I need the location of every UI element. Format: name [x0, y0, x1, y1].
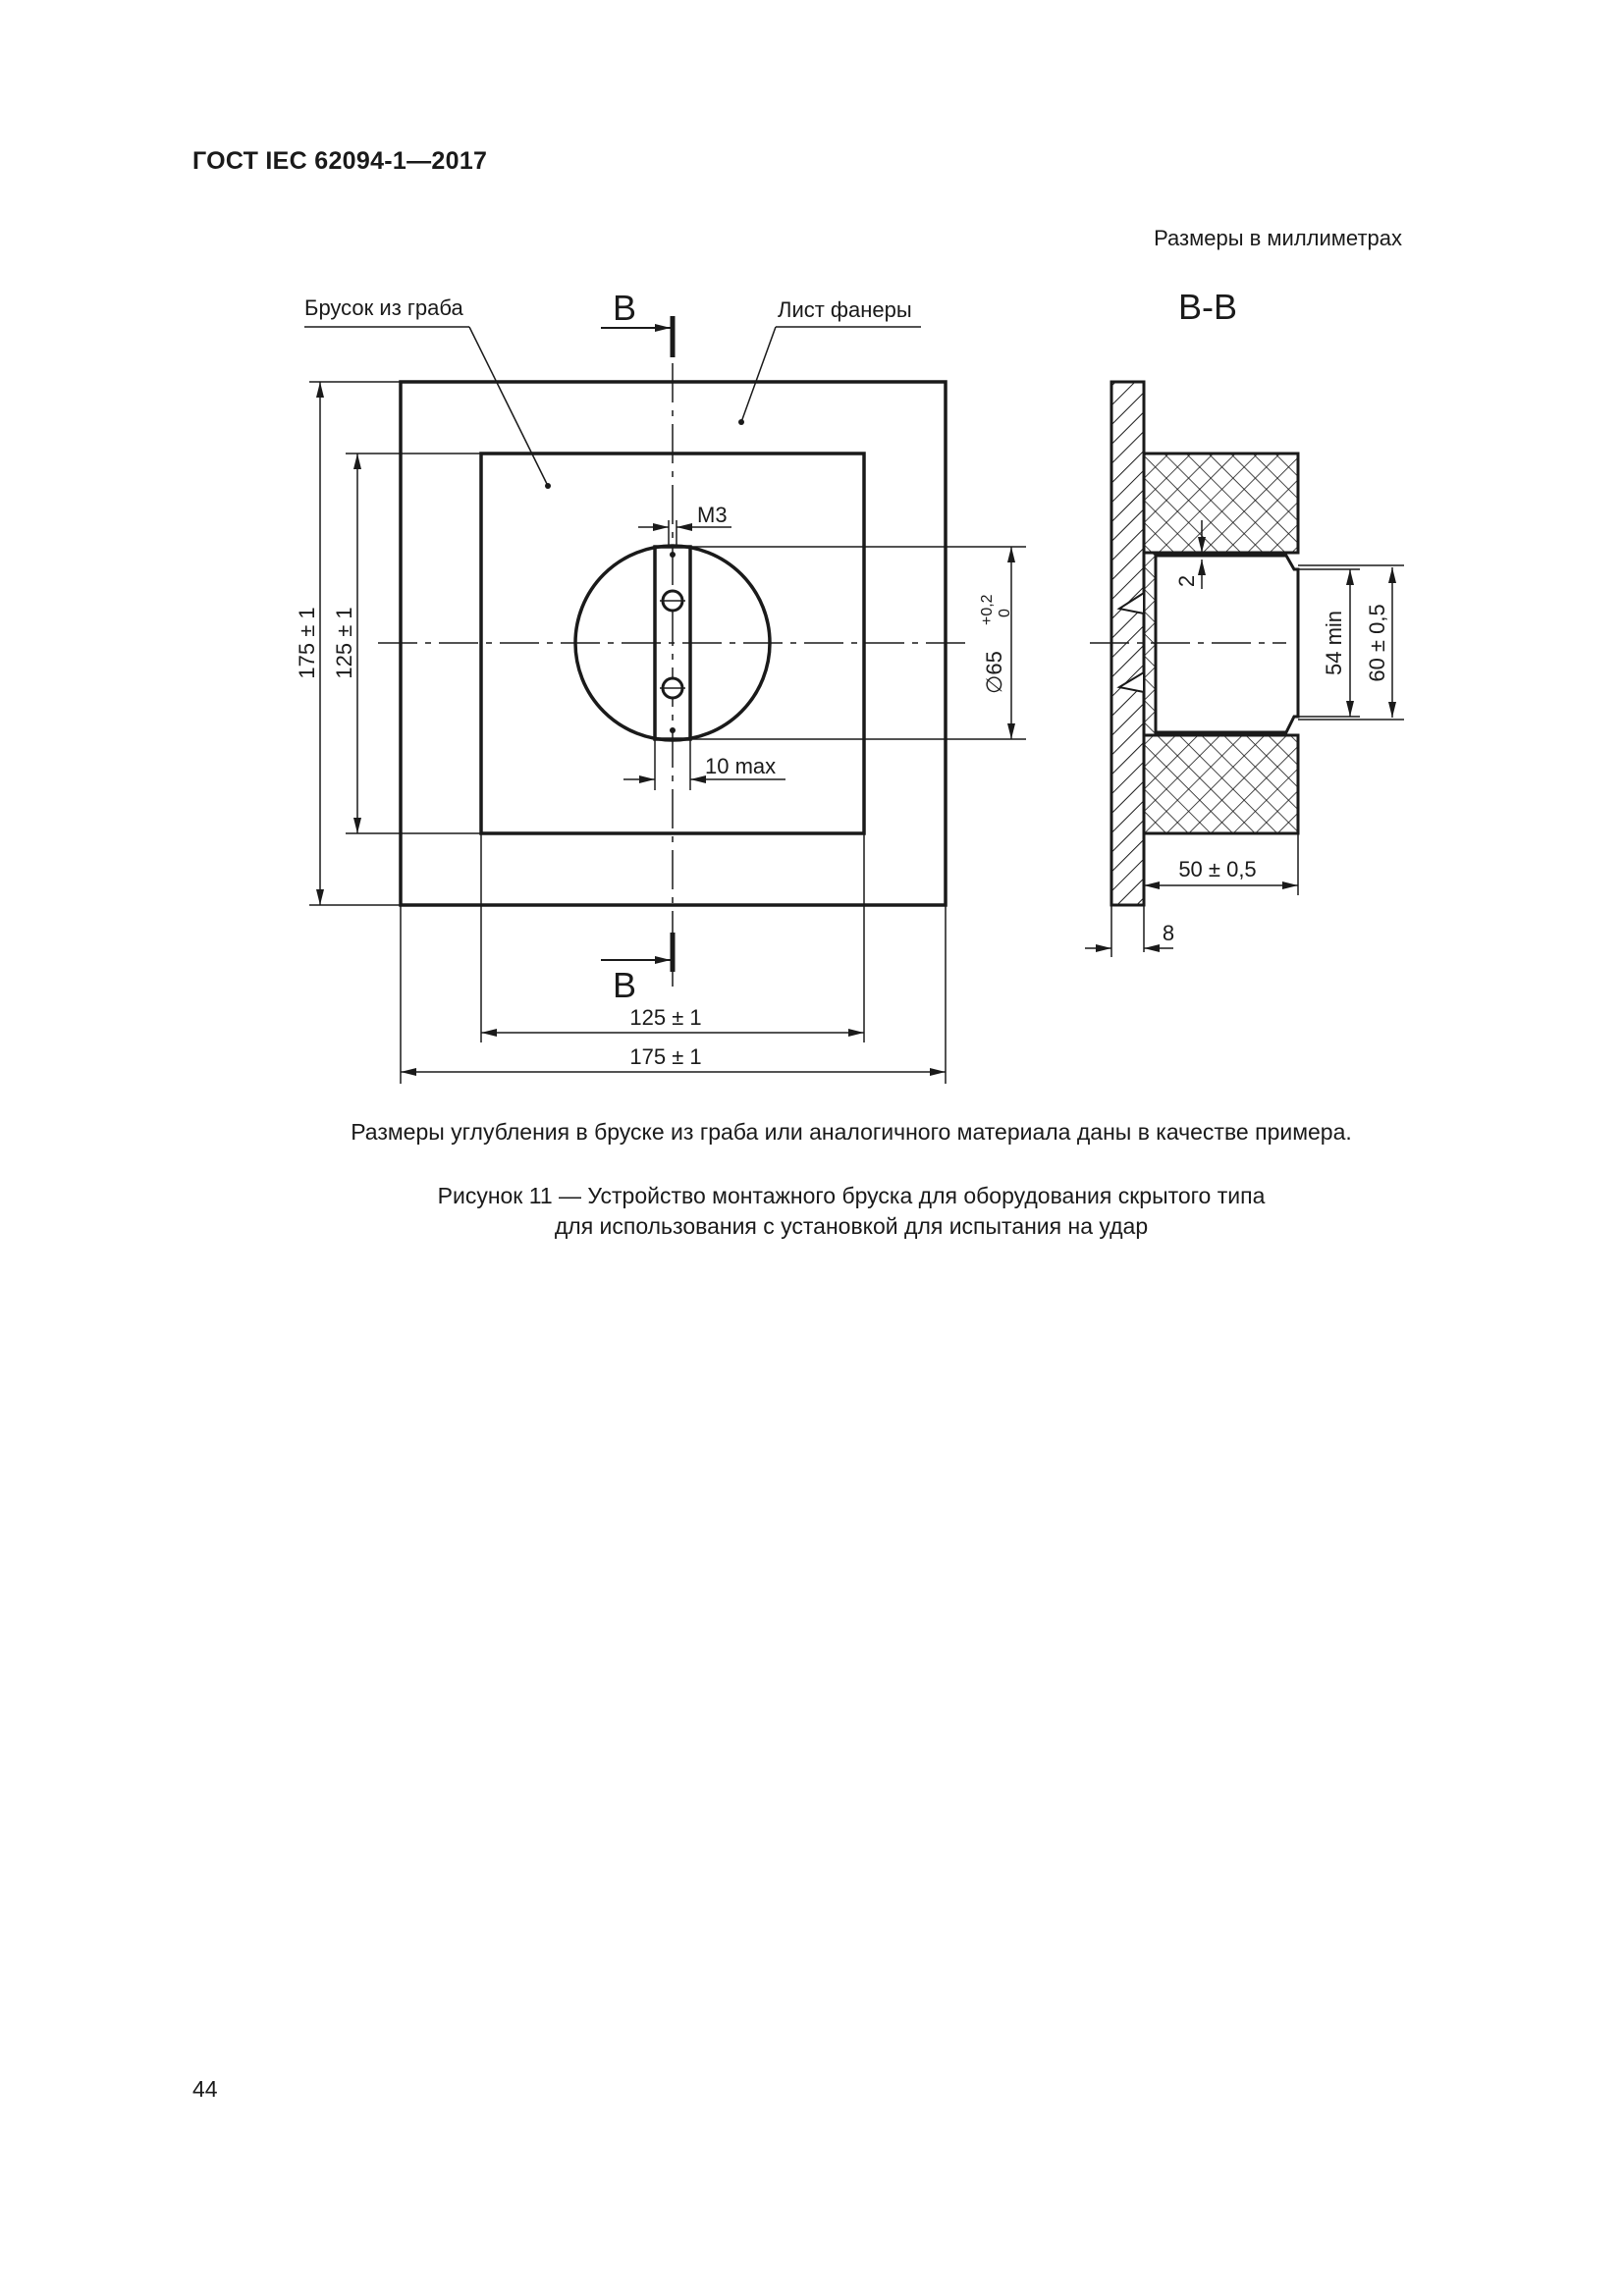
caption-line-2: для использования с установкой для испытания на удар — [554, 1213, 1149, 1239]
inner-height-label: 125 ± 1 — [332, 607, 356, 679]
section-mark-top: В — [613, 288, 637, 328]
hornbeam-block-label: Брусок из граба — [304, 295, 463, 320]
diameter-label: ∅65 — [982, 651, 1006, 694]
min-depth-label: 54 min — [1322, 610, 1346, 676]
section-title: В-В — [1178, 287, 1238, 327]
plywood-thickness-label: 8 — [1162, 921, 1175, 945]
depth-label: 60 ± 0,5 — [1365, 604, 1389, 682]
inner-width-label: 125 ± 1 — [629, 1005, 702, 1030]
document-header: ГОСТ IEC 62094-1—2017 — [192, 147, 488, 175]
units-note: Размеры в миллиметрах — [1154, 226, 1402, 250]
diameter-tol-upper: +0,2 — [979, 594, 996, 625]
figure-caption — [0, 1181, 1624, 1242]
block-section-lower — [1144, 735, 1298, 833]
plywood-sheet-label: Лист фанеры — [778, 297, 912, 322]
max-width-label: 10 max — [705, 754, 777, 778]
outer-height-label: 175 ± 1 — [295, 607, 319, 679]
strap-hole-top — [670, 552, 676, 558]
block-thickness-label: 50 ± 0,5 — [1178, 857, 1257, 881]
block-section-upper — [1144, 454, 1298, 553]
section-mark-bottom: В — [613, 965, 637, 1005]
figure-note: Размеры углубления в бруске из граба или аналогичного материала даны в качестве примера. — [351, 1119, 1352, 1145]
lip-label: 2 — [1174, 574, 1199, 588]
strap-hole-bottom — [670, 727, 676, 733]
caption-line-1: Рисунок 11 — Устройство монтажного бруска для оборудования скрытого типа — [437, 1183, 1266, 1208]
page-number: 44 — [192, 2076, 218, 2102]
block-section-web — [1144, 553, 1156, 735]
outer-width-label: 175 ± 1 — [629, 1044, 702, 1069]
thread-label: M3 — [697, 503, 728, 527]
diameter-tol-lower: 0 — [997, 609, 1013, 617]
technical-drawing — [0, 0, 1624, 1099]
